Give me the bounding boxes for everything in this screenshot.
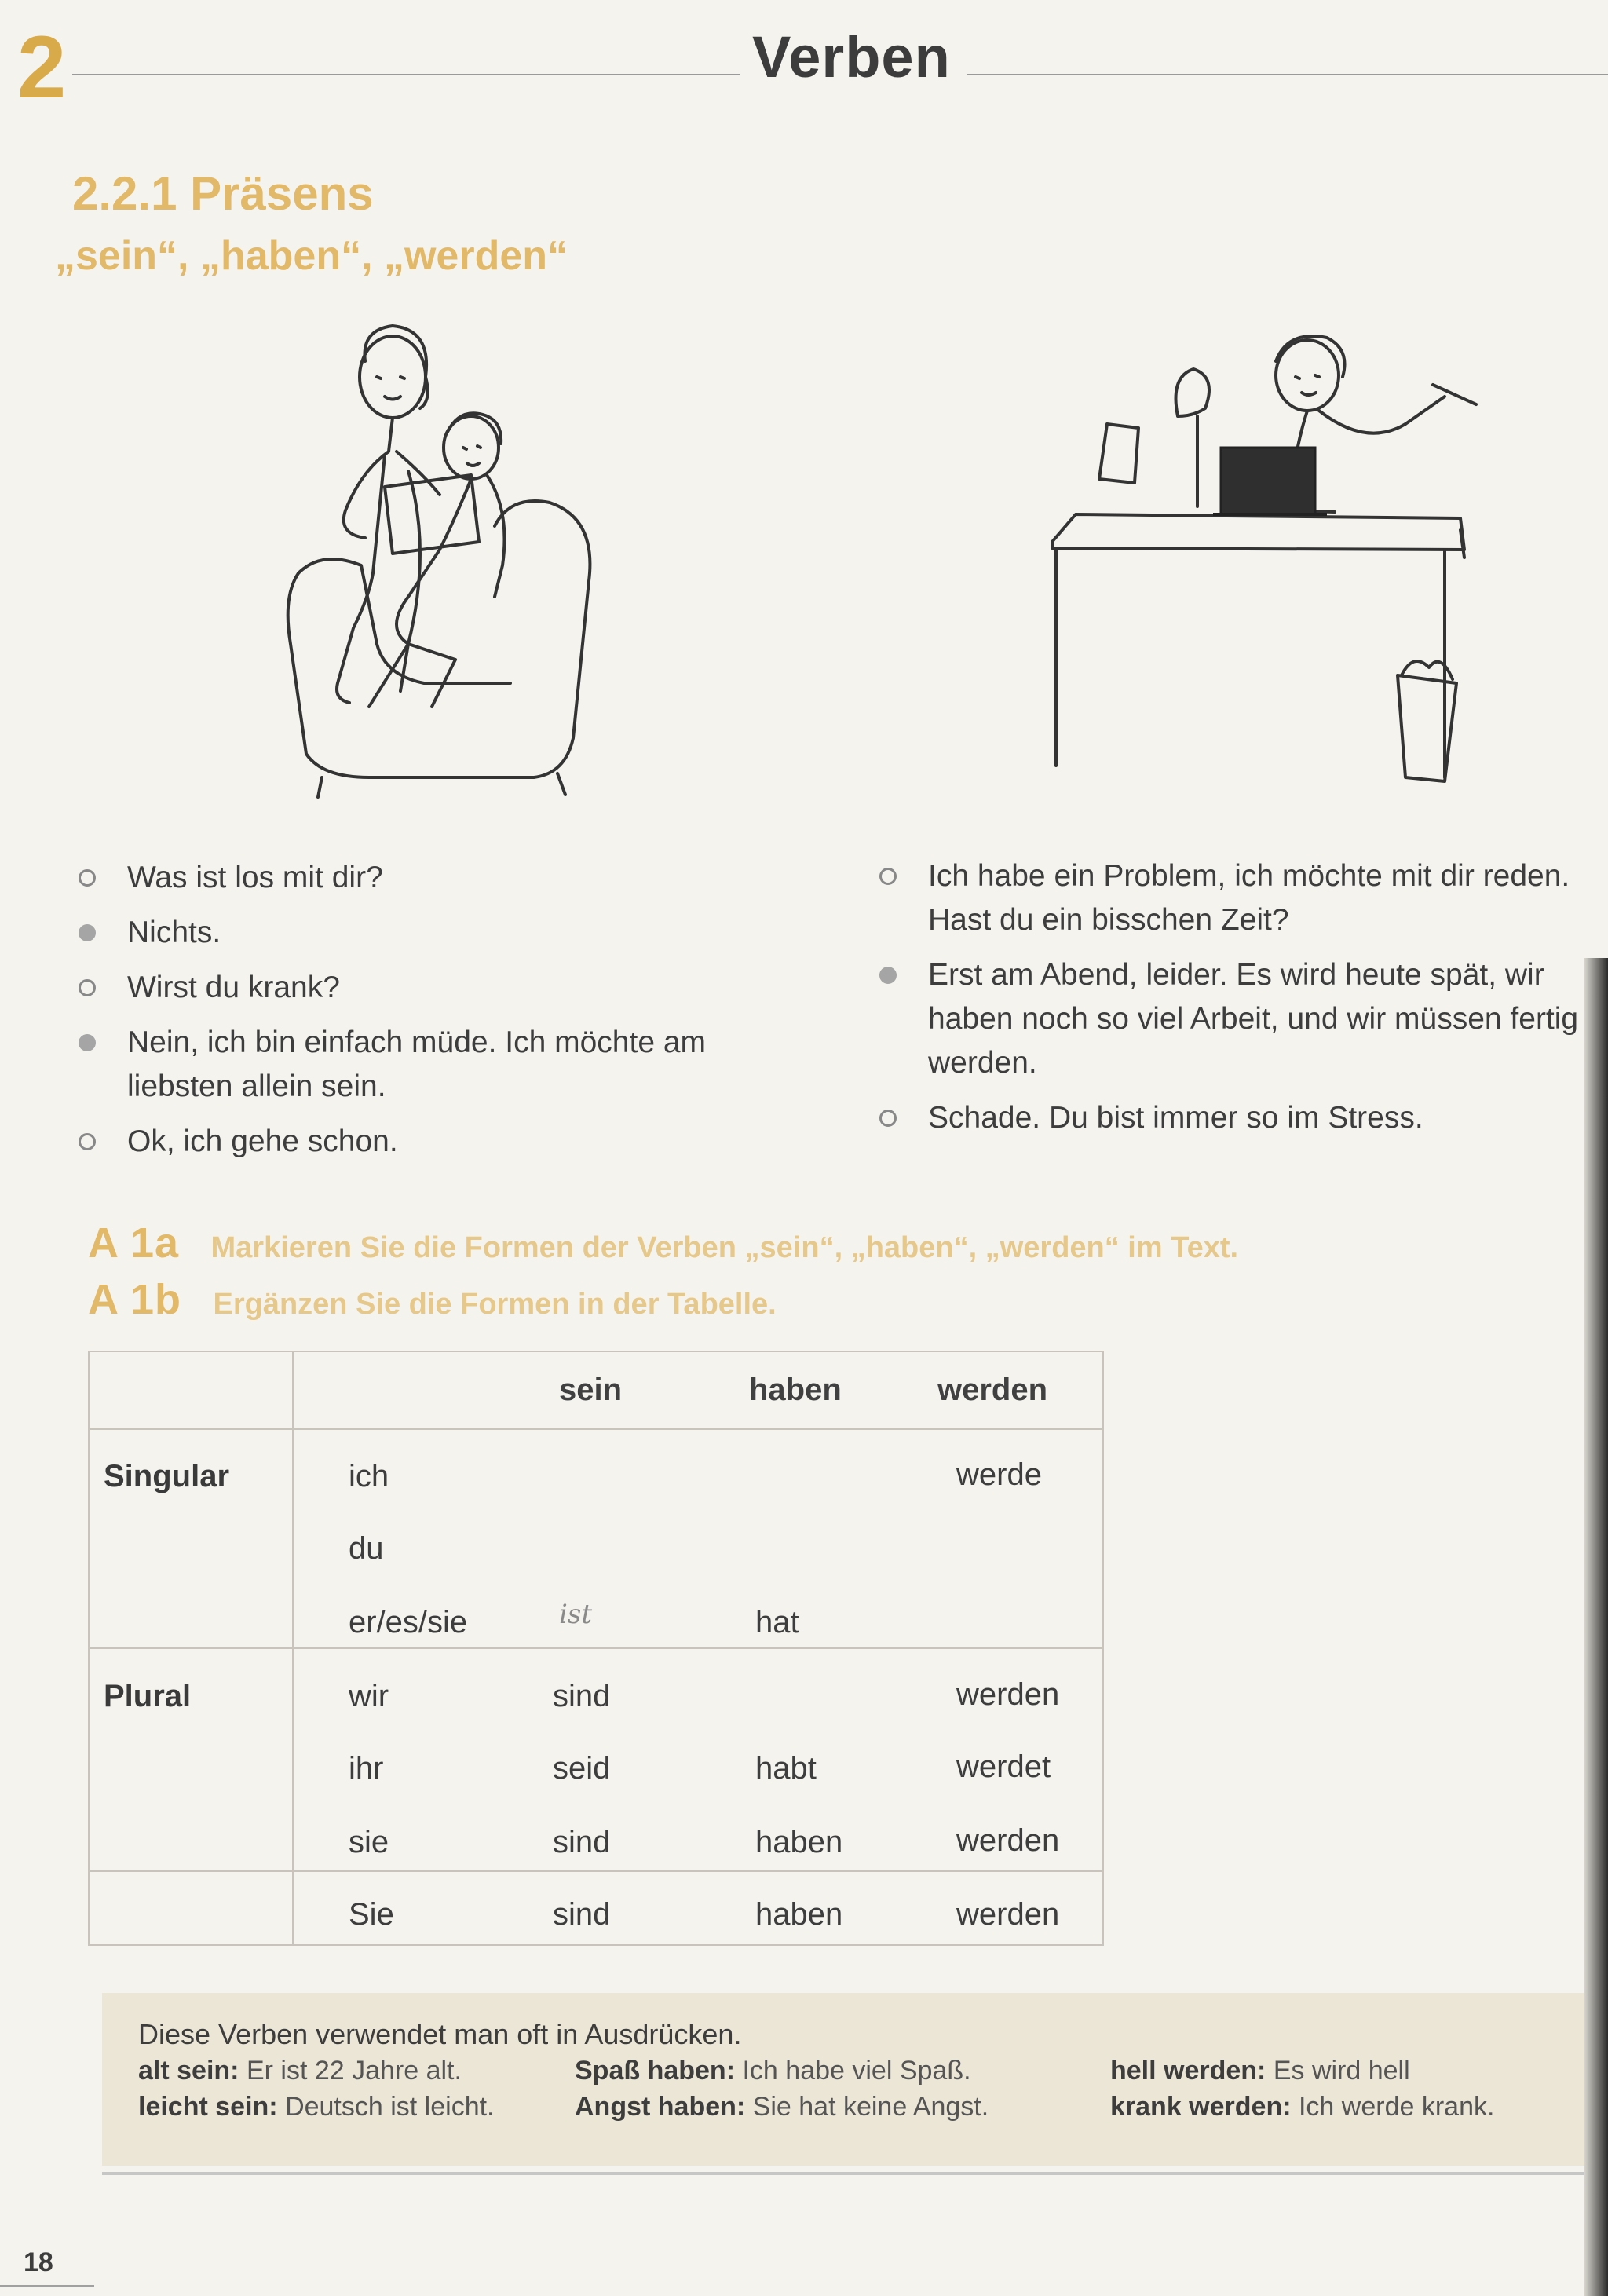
header-rule-right [967, 74, 1608, 75]
group-label-singular: Singular [104, 1459, 230, 1493]
open-circle-icon [79, 979, 96, 996]
task-instruction: Ergänzen Sie die Formen in der Tabelle. [213, 1288, 777, 1321]
info-item [1110, 2056, 1410, 2086]
column-header-werden: werden [937, 1373, 1048, 1407]
info-term: alt sein: [138, 2056, 239, 2086]
werden-cell: werden [956, 1897, 1060, 1932]
werden-cell: werdet [956, 1749, 1051, 1784]
werden-cell: werden [956, 1677, 1060, 1712]
sein-cell: sind [553, 1825, 611, 1859]
info-intro: Diese Verben verwendet man oft in Ausdrücken. [138, 2018, 742, 2050]
page-number: 18 [24, 2247, 53, 2277]
pronoun-cell: Sie [349, 1897, 394, 1932]
pronoun-cell: er/es/sie [349, 1605, 468, 1640]
dialogue-line [79, 966, 801, 1010]
pronoun-cell: sie [349, 1825, 389, 1859]
info-term: Spaß haben: [575, 2056, 736, 2086]
dialogue-line [879, 1096, 1602, 1140]
info-example: Deutsch ist leicht. [285, 2092, 495, 2122]
dialogue-left [79, 856, 801, 1175]
task-1a [88, 1219, 1238, 1267]
open-circle-icon [79, 1133, 96, 1150]
dialogue-text: Was ist los mit dir? [127, 861, 383, 894]
dialogue-line [79, 1021, 801, 1109]
section-title: 2.2.1 Präsens [72, 167, 374, 220]
werden-cell: werde [956, 1457, 1042, 1492]
chapter-title: Verben [752, 24, 951, 90]
pronoun-cell: wir [349, 1679, 389, 1713]
dialogue-line [79, 856, 801, 900]
haben-cell: haben [755, 1897, 843, 1932]
pronoun-cell: ihr [349, 1751, 384, 1786]
open-circle-icon [879, 868, 897, 885]
task-1b [88, 1275, 777, 1324]
werden-cell: werden [956, 1823, 1060, 1858]
haben-cell: hat [755, 1605, 799, 1640]
info-item [575, 2056, 971, 2086]
dialogue-text: Ok, ich gehe schon. [127, 1124, 398, 1158]
dialogue-text: Ich habe ein Problem, ich möchte mit dir reden. Hast du ein bisschen Zeit? [928, 859, 1570, 937]
info-term: Angst haben: [575, 2092, 746, 2122]
pronoun-cell: du [349, 1531, 384, 1566]
haben-cell: habt [755, 1751, 817, 1786]
illustration-armchair [275, 314, 620, 801]
filled-circle-icon [79, 924, 96, 941]
info-item [1110, 2092, 1494, 2122]
table-group-rule [90, 1647, 1102, 1649]
sein-cell: seid [553, 1751, 611, 1786]
binding-shadow [1584, 958, 1608, 2296]
dialogue-text: Schade. Du bist immer so im Stress. [928, 1101, 1423, 1135]
chapter-number: 2 [17, 18, 67, 116]
bottom-rule [102, 2172, 1608, 2175]
filled-circle-icon [879, 967, 897, 984]
open-circle-icon [879, 1110, 897, 1127]
info-term: krank werden: [1110, 2092, 1292, 2122]
section-subtitle: „sein“, „haben“, „werden“ [55, 233, 568, 279]
task-instruction: Markieren Sie die Formen der Verben „sein“, „haben“, „werden“ im Text. [210, 1231, 1239, 1264]
dialogue-line [79, 911, 801, 955]
column-header-haben: haben [749, 1373, 842, 1407]
table-header-rule [90, 1428, 1102, 1430]
dialogue-text: Wirst du krank? [127, 971, 340, 1004]
info-example: Sie hat keine Angst. [752, 2092, 989, 2122]
info-item [138, 2092, 495, 2122]
open-circle-icon [79, 869, 96, 887]
header-rule-left [72, 74, 740, 75]
pronoun-cell: ich [349, 1459, 389, 1493]
info-term: hell werden: [1110, 2056, 1266, 2086]
page-number-rule [0, 2285, 94, 2287]
info-example: Es wird hell [1273, 2056, 1410, 2086]
info-item [575, 2092, 989, 2122]
task-number: A 1b [88, 1276, 182, 1323]
sein-cell: sind [553, 1679, 611, 1713]
sein-cell: sind [553, 1897, 611, 1932]
illustration-desk [1036, 330, 1484, 793]
dialogue-text: Nein, ich bin einfach müde. Ich möchte am liebsten allein sein. [127, 1026, 707, 1103]
info-example: Er ist 22 Jahre alt. [246, 2056, 462, 2086]
dialogue-text: Nichts. [127, 916, 221, 949]
info-item [138, 2056, 462, 2086]
dialogue-right [879, 854, 1602, 1151]
info-example: Ich habe viel Spaß. [742, 2056, 971, 2086]
dialogue-line [879, 854, 1602, 942]
table-row-rule [90, 1870, 1102, 1872]
haben-cell: haben [755, 1825, 843, 1859]
dialogue-line [79, 1120, 801, 1164]
column-header-sein: sein [559, 1373, 623, 1407]
filled-circle-icon [79, 1034, 96, 1051]
info-term: leicht sein: [138, 2092, 278, 2122]
sein-cell-handwritten: ist [559, 1599, 592, 1630]
dialogue-line [879, 953, 1602, 1085]
task-number: A 1a [88, 1219, 180, 1267]
group-label-plural: Plural [104, 1679, 192, 1713]
dialogue-text: Erst am Abend, leider. Es wird heute spät, wir haben noch so viel Arbeit, und wir müssen fertig werden. [928, 958, 1579, 1080]
info-example: Ich werde krank. [1298, 2092, 1495, 2122]
conjugation-table [88, 1351, 1104, 1946]
